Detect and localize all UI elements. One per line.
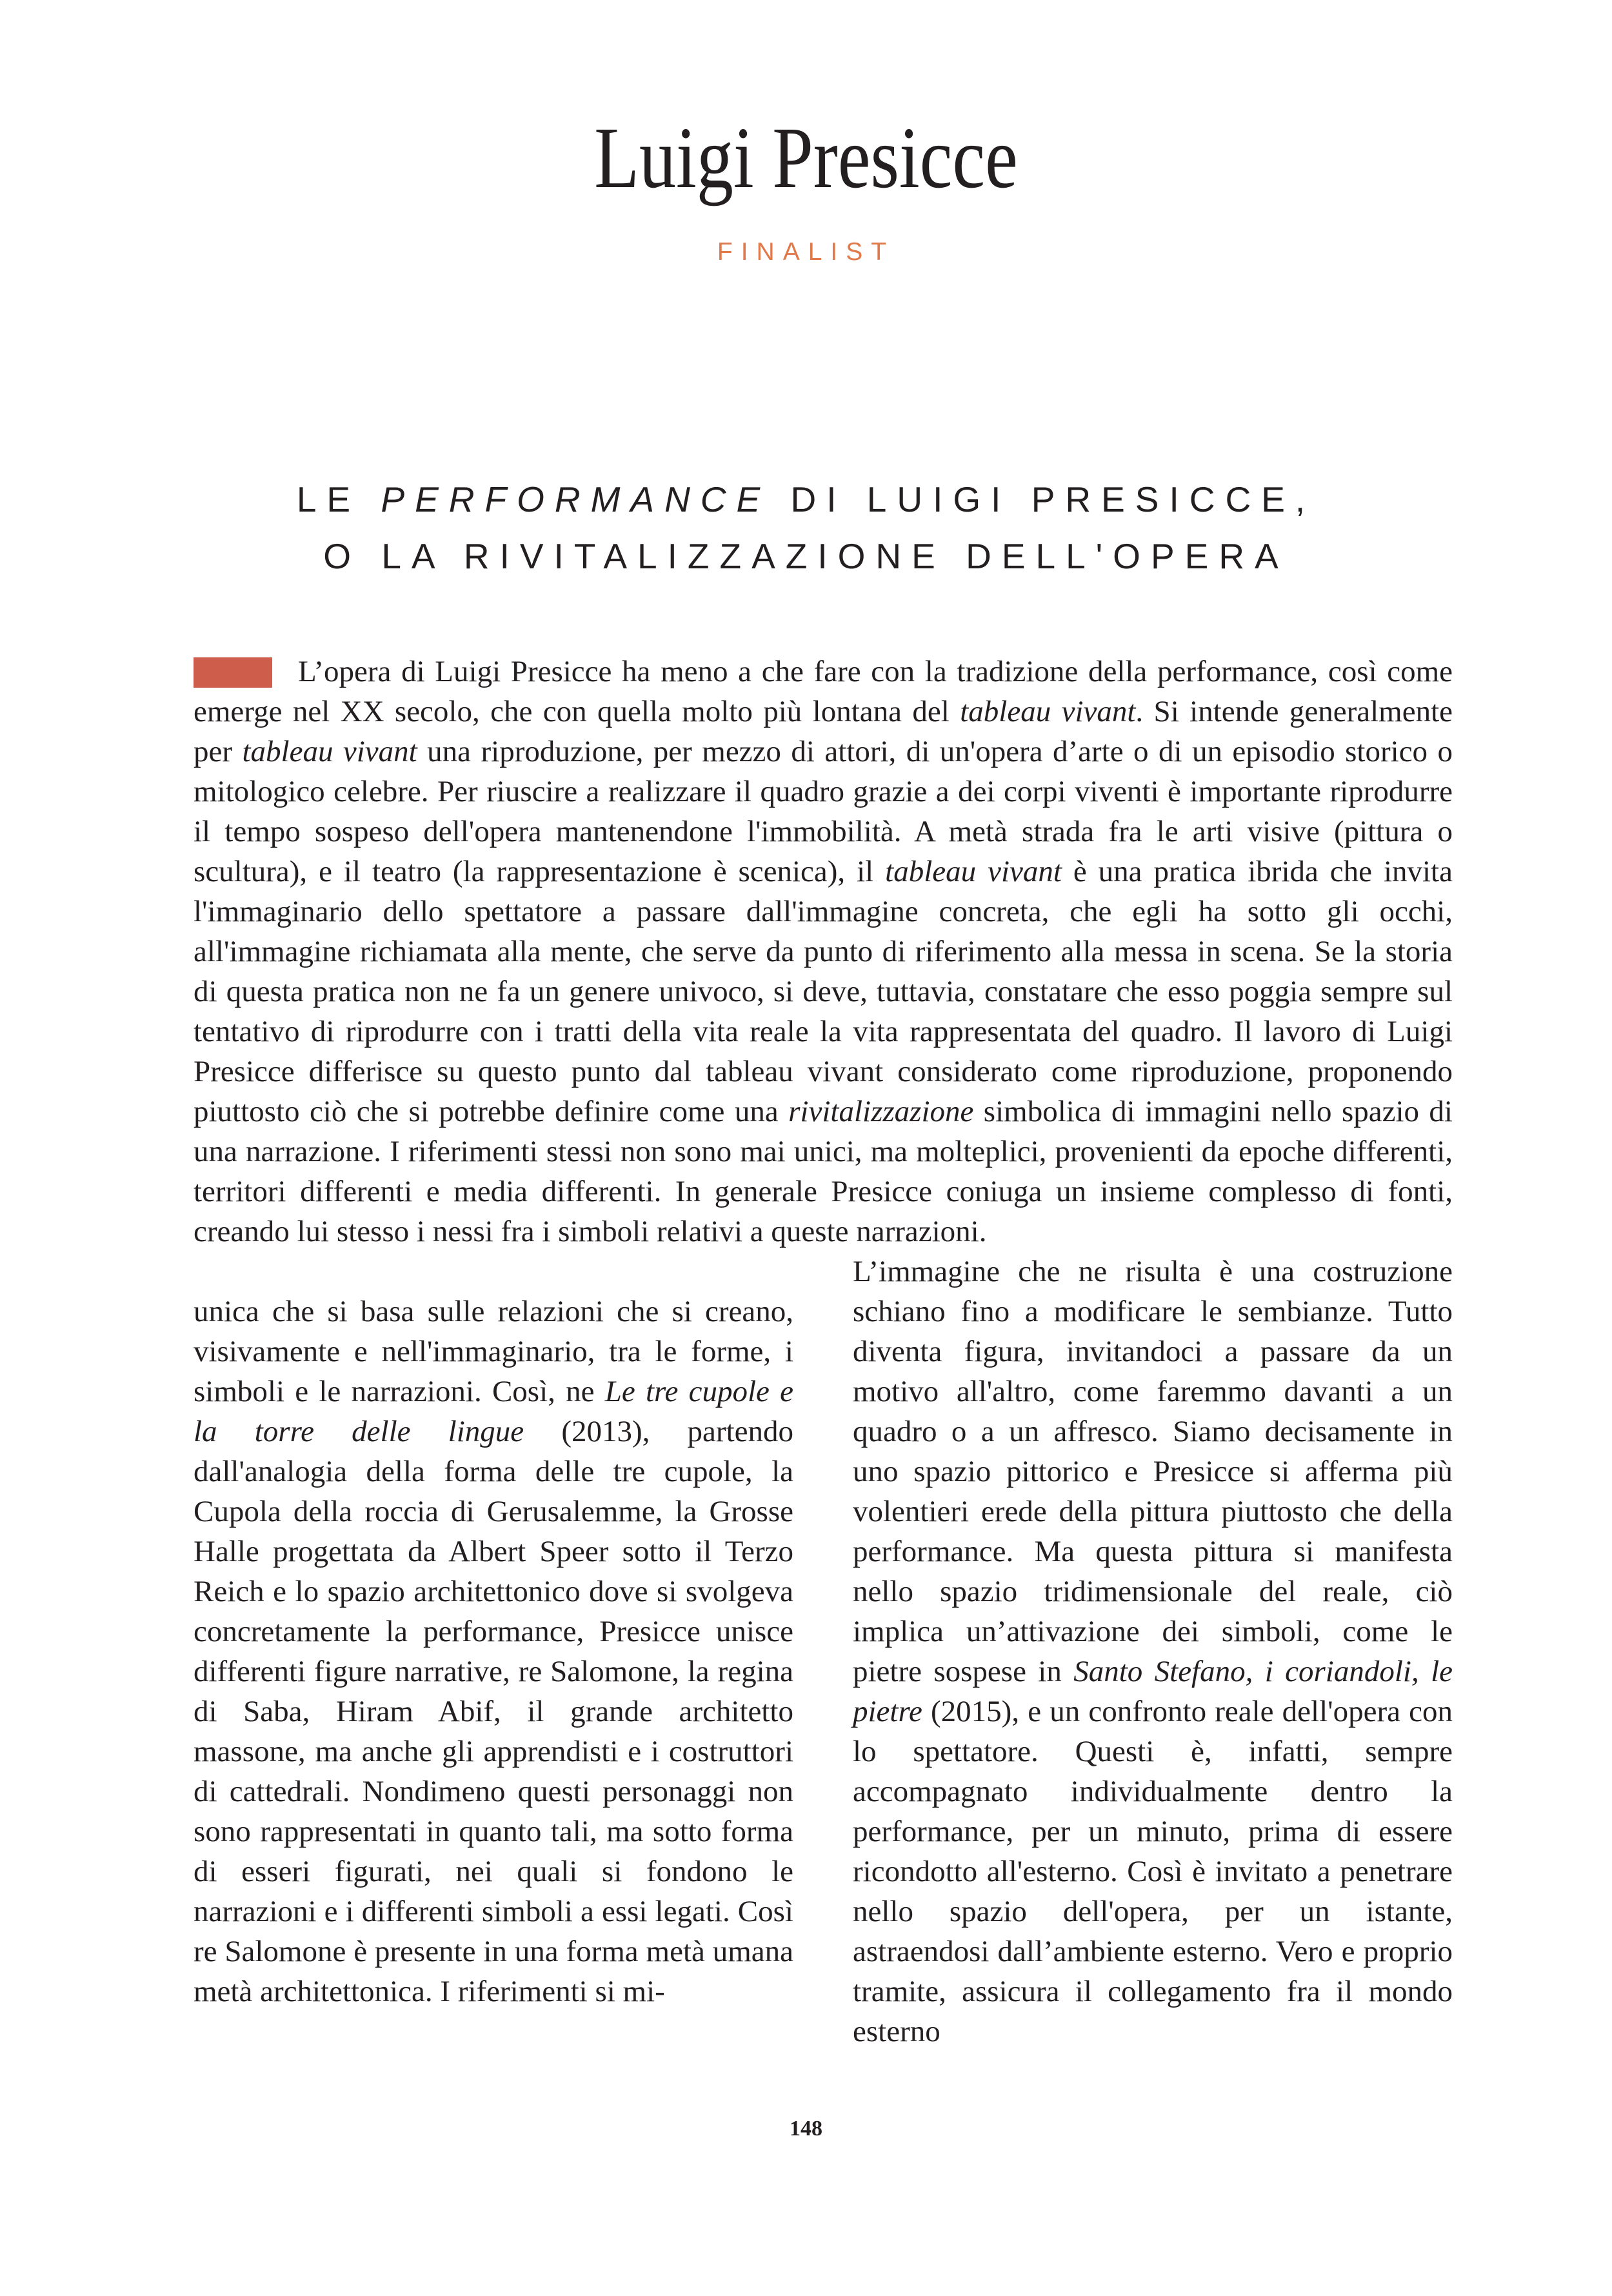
left-column-text: unica che si basa sulle relazioni che si creano, visivamente e nell'immaginario, tra le forme, i simboli e le narrazioni. Così, ne Le tre cupole e la torre delle lingue (2013), partendo dall'analogia della forma delle tre cupole, la Cupola della roccia di Gerusalemme, la Grosse Halle progettata da Albert Speer sotto il Terzo Reich e lo spazio architettonico dove si svolgeva concretamente la performance, Presicce unisce differenti figure narrative, re Salomone, la regina di Saba, Hiram Abif, il grande architetto massone, ma anche gli apprendisti e i costruttori di cattedrali. Nondimeno questi personaggi non sono rappresentati in quanto tali, ma sotto forma di esseri figurati, nei quali si fondono le narrazioni e i differenti simboli a essi legati. Così re Salomone è presente in una forma metà umana metà architettonica. I riferimenti si mi- [194, 1295, 793, 2008]
artwork-title: Le tre cupole e la torre delle lingue [194, 1375, 793, 1448]
page-number: 148 [790, 2117, 822, 2141]
heading-italic: PERFORMANCE [381, 479, 771, 519]
artwork-title: Santo Stefano, i coriandoli, le pietre [853, 1655, 1453, 1728]
section-label: FINALIST [717, 238, 895, 266]
page-title: Luigi Presicce [594, 110, 1018, 206]
right-column-text: L’immagine che ne risulta è una costruzione schiano fino a modificare le sembianze. Tutto diventa figura, invitandoci a passare da un motivo all'altro, come faremmo davanti a un quadro o a un affresco. Siamo decisamente in uno spazio pittorico e Presicce si afferma più volentieri erede della pittura piuttosto che della performance. Ma questa pittura si manifesta nello spazio tridimensionale del reale, ciò implica un’attivazione dei simboli, come le pietre sospese in Santo Stefano, i coriandoli, le pietre (2015), e un confronto reale dell'opera con lo spettatore. Questi è, infatti, sempre accompagnato individualmente dentro la performance, per un minuto, prima di essere ricondotto all'esterno. Così è invitato a penetrare nello spazio dell'opera, per un istante, astraendosi dall’ambiente esterno. Vero e proprio tramite, assicura il collegamento fra il mondo esterno [853, 1255, 1453, 2048]
heading-line-1: LE PERFORMANCE DI LUIGI PRESICCE, [296, 479, 1316, 519]
intro-paragraph: L’opera di Luigi Presicce ha meno a che fare con la tradizione della performance, così come emerge nel XX secolo, che con quella molto più lontana del tableau vivant. Si intende generalmente per tableau vivant una riproduzione, per mezzo di attori, di un'opera d’arte o di un episodio storico o mitologico celebre. Per riuscire a realizzare il quadro grazie a dei corpi viventi è importante riprodurre il tempo sospeso dell'opera mantenendone l'immobilità. A metà strada fra le arti visive (pittura o scultura), e il teatro (la rappresentazione è scenica), il tableau vivant è una pratica ibrida che invita l'immaginario dello spettatore a passare dall'immagine concreta, che egli ha sotto gli occhi, all'immagine richiamata alla mente, che serve da punto di riferimento alla messa in scena. Se la storia di questa pratica non ne fa un genere univoco, si deve, tuttavia, constatare che esso poggia sempre sul tentativo di riprodurre con i tratti della vita reale la vita rappresentata del quadro. Il lavoro di Luigi Presicce differisce su questo punto dal tableau vivant considerato come riproduzione, proponendo piuttosto ciò che si potrebbe definire come una rivitalizzazione simbolica di immagini nello spazio di una narrazione. I riferimenti stessi non sono mai unici, ma molteplici, provenienti da epoche differenti, territori differenti e media differenti. In generale Presicce coniuga un insieme complesso di fonti, creando lui stesso i nessi fra i simboli relativi a queste narrazioni. [194, 655, 1453, 1248]
heading-line-2: O LA RIVITALIZZAZIONE DELL'OPERA [323, 536, 1289, 576]
article-heading [0, 471, 1612, 584]
